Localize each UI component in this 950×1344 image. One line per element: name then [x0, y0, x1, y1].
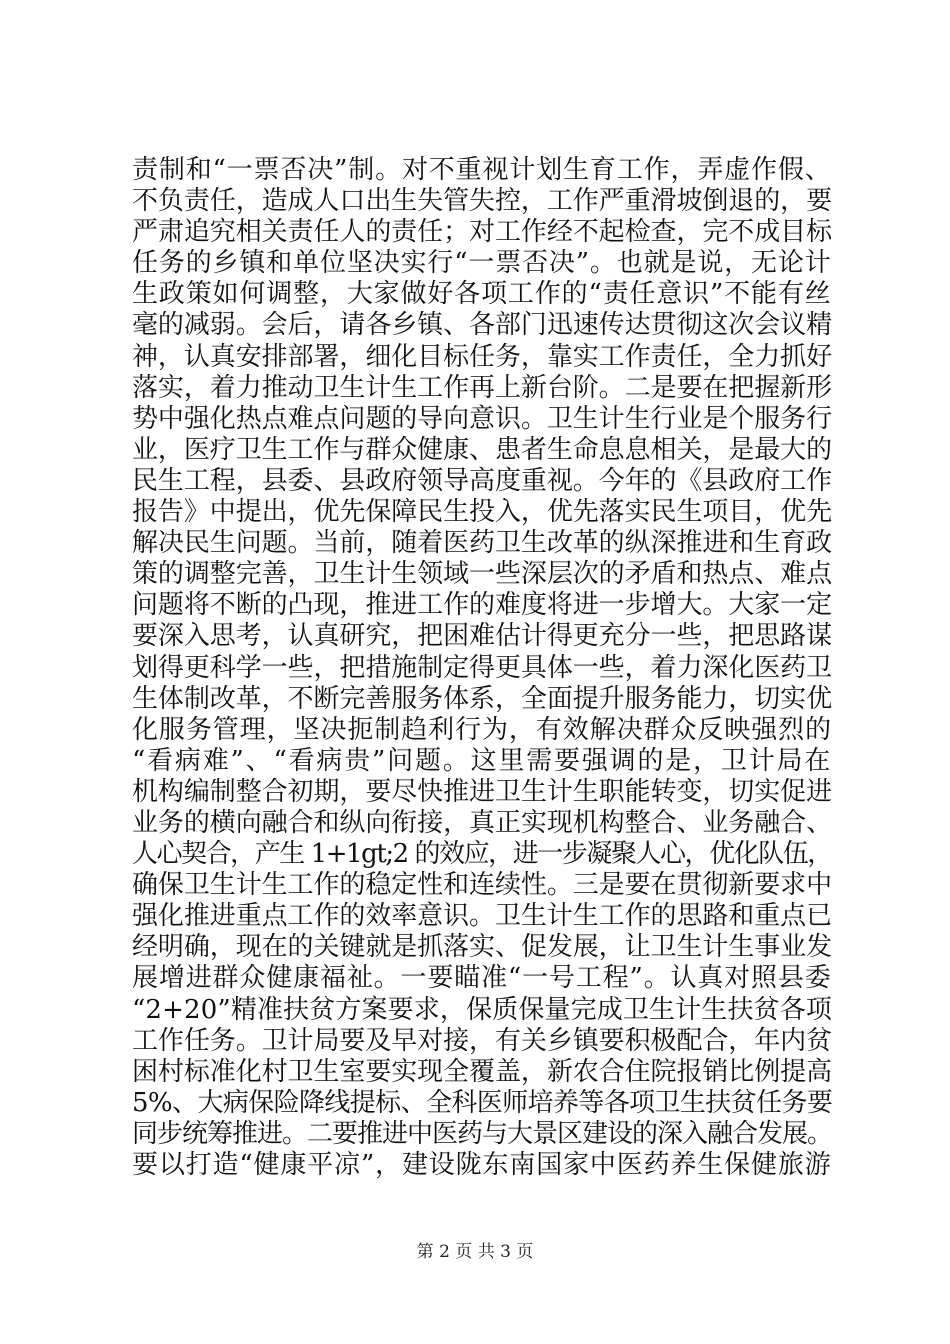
text-line: 展增进群众健康福祉。一要瞄准“一号工程”。认真对照县委 [132, 963, 832, 994]
text-line: 责制和“一票否决”制。对不重视计划生育工作，弄虚作假、 [132, 155, 832, 185]
text-line: 解决民生问题。当前，随着医药卫生改革的纵深推进和生育政 [132, 528, 833, 559]
text-line: 生政策如何调整，大家做好各项工作的“责任意识”不能有丝 [132, 279, 832, 310]
text-line: “2+20”精准扶贫方案要求，保质保量完成卫生计生扶贫各项 [132, 994, 832, 1025]
text-line: 化服务管理，坚决扼制趋利行为，有效解决群众反映强烈的 [132, 714, 833, 745]
text-line: 困村标准化村卫生室要实现全覆盖，新农合住院报销比例提高 [132, 1056, 833, 1087]
text-line: 民生工程，县委、县政府领导高度重视。今年的《县政府工作 [132, 465, 833, 496]
page-footer: 第 2 页 共 3 页 [416, 1242, 534, 1262]
text-line: “看病难”、“看病贵”问题。这里需要强调的是，卫计局在 [132, 745, 833, 776]
text-line: 工作任务。卫计局要及早对接，有关乡镇要积极配合，年内贫 [132, 1025, 833, 1056]
text-line: 生体制改革，不断完善服务体系，全面提升服务能力，切实优 [132, 683, 833, 714]
text-line: 同步统筹推进。二要推进中医药与大景区建设的深入融合发展。 [132, 1118, 833, 1149]
text-line: 要深入思考，认真研究，把困难估计得更充分一些，把思路谋 [132, 621, 833, 652]
text-line: 严肃追究相关责任人的责任；对工作经不起检查，完不成目标 [132, 217, 833, 248]
text-line: 神，认真安排部署，细化目标任务，靠实工作责任，全力抓好 [132, 341, 833, 372]
text-line: 不负责任，造成人口出生失管失控，工作严重滑坡倒退的，要 [132, 186, 833, 217]
text-line: 任务的乡镇和单位坚决实行“一票否决”。也就是说，无论计 [132, 248, 832, 279]
text-line: 要以打造“健康平凉”，建设陇东南国家中医药养生保健旅游 [132, 1150, 832, 1180]
text-line: 人心契合，产生 1+1gt;2 的效应，进一步凝聚人心，优化队伍， [132, 839, 832, 870]
text-line: 落实，着力推动卫生计生工作再上新台阶。二是要在把握新形 [132, 372, 833, 403]
text-line: 问题将不断的凸现，推进工作的难度将进一步增大。大家一定 [132, 590, 833, 621]
text-line: 毫的减弱。会后，请各乡镇、各部门迅速传达贯彻这次会议精 [132, 310, 833, 341]
text-line: 势中强化热点难点问题的导向意识。卫生计生行业是个服务行 [132, 403, 833, 434]
text-line: 业务的横向融合和纵向衔接，真正实现机构整合、业务融合、 [132, 807, 833, 838]
text-line: 报告》中提出，优先保障民生投入，优先落实民生项目，优先 [132, 497, 833, 528]
text-line: 机构编制整合初期，要尽快推进卫生计生职能转变，切实促进 [132, 776, 833, 807]
text-line: 5%、大病保险降线提标、全科医师培养等各项卫生扶贫任务要 [132, 1087, 833, 1118]
text-line: 业，医疗卫生工作与群众健康、患者生命息息相关，是最大的 [132, 434, 833, 465]
text-line: 划得更科学一些，把措施制定得更具体一些，着力深化医药卫 [132, 652, 833, 683]
text-line: 经明确，现在的关键就是抓落实、促发展，让卫生计生事业发 [132, 932, 833, 963]
text-line: 强化推进重点工作的效率意识。卫生计生工作的思路和重点已 [132, 901, 833, 932]
body-text [132, 155, 832, 1181]
text-line: 策的调整完善，卫生计生领域一些深层次的矛盾和热点、难点 [132, 559, 833, 590]
text-line: 确保卫生计生工作的稳定性和连续性。三是要在贯彻新要求中 [132, 870, 833, 901]
